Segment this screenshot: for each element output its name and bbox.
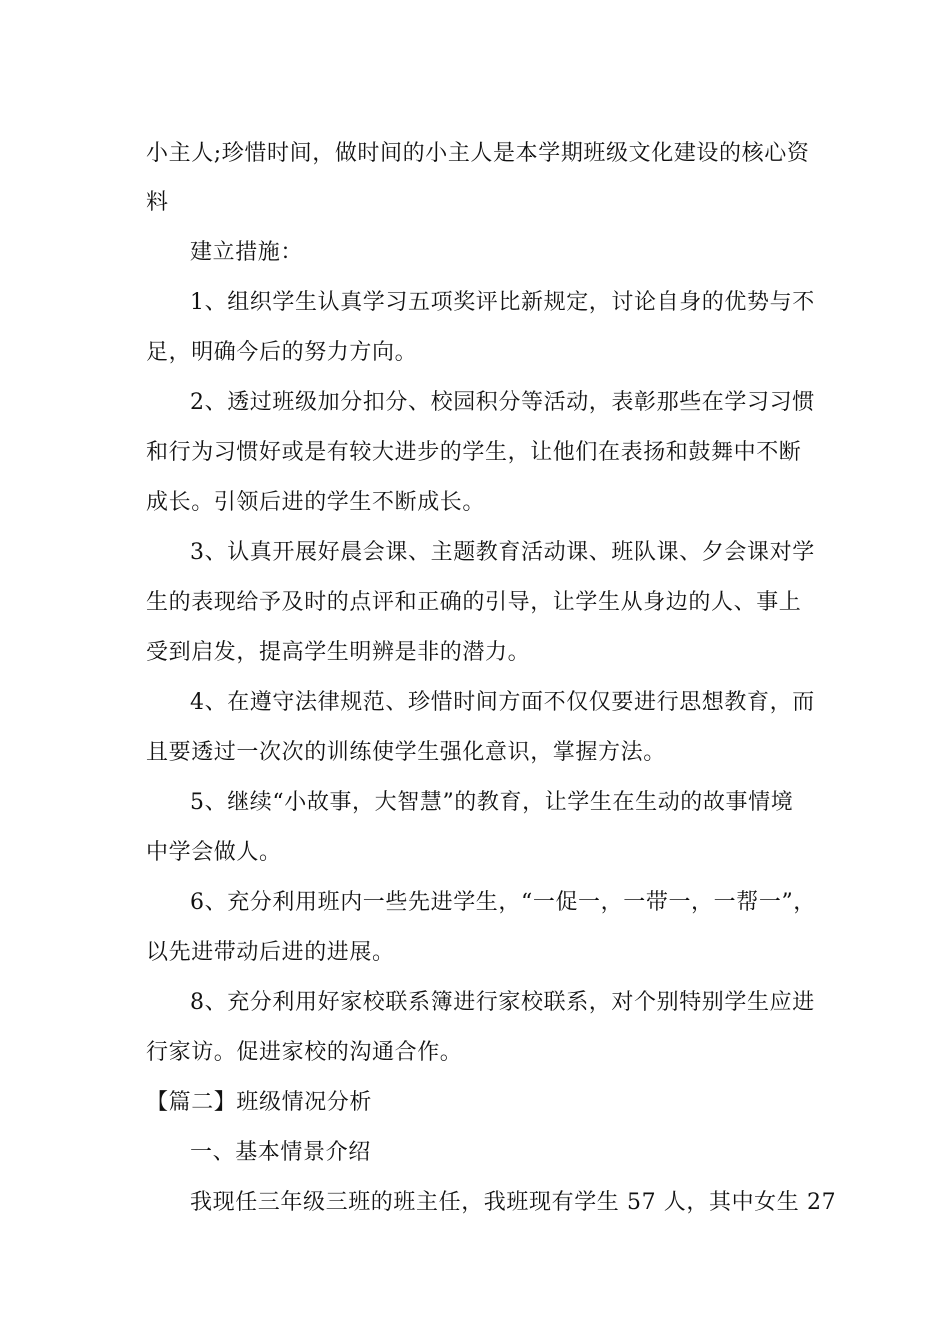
list-item-2-line-3: 成长。引领后进的学生不断成长。 bbox=[146, 490, 486, 515]
list-item-4-line-1: 4、在遵守法律规范、珍惜时间方面不仅仅要进行思想教育，而 bbox=[190, 690, 815, 715]
list-item-8-line-1: 8、充分利用好家校联系簿进行家校联系，对个别特别学生应进 bbox=[190, 990, 815, 1015]
list-item-3-line-3: 受到启发，提高学生明辨是非的潜力。 bbox=[146, 640, 531, 665]
section-label-measures: 建立措施： bbox=[190, 240, 304, 265]
list-item-3-line-2: 生的表现给予及时的点评和正确的引导，让学生从身边的人、事上 bbox=[146, 590, 802, 615]
list-item-2-line-2: 和行为习惯好或是有较大进步的学生，让他们在表扬和鼓舞中不断 bbox=[146, 440, 802, 465]
list-item-8-line-2: 行家访。促进家校的沟通合作。 bbox=[146, 1040, 463, 1065]
paragraph-class-intro-line-1: 我现任三年级三班的班主任，我班现有学生 57 人，其中女生 27 bbox=[190, 1190, 837, 1215]
list-item-4-line-2: 且要透过一次次的训练使学生强化意识，掌握方法。 bbox=[146, 740, 666, 765]
list-item-5-line-1: 5、继续“小故事，大智慧”的教育，让学生在生动的故事情境 bbox=[190, 790, 794, 815]
list-item-1-line-1: 1、组织学生认真学习五项奖评比新规定，讨论自身的优势与不 bbox=[190, 290, 815, 315]
list-item-5-line-2: 中学会做人。 bbox=[146, 840, 282, 865]
list-item-6-line-2: 以先进带动后进的进展。 bbox=[146, 940, 395, 965]
list-item-2-line-1: 2、透过班级加分扣分、校园积分等活动，表彰那些在学习习惯 bbox=[190, 390, 815, 415]
list-item-3-line-1: 3、认真开展好晨会课、主题教育活动课、班队课、夕会课对学 bbox=[190, 540, 815, 565]
text-line-1: 小主人;珍惜时间，做时间的小主人是本学期班级文化建设的核心资 bbox=[146, 141, 810, 166]
text-line-2: 料 bbox=[146, 190, 169, 215]
section-heading-part-two: 【篇二】班级情况分析 bbox=[146, 1090, 373, 1115]
list-item-1-line-2: 足，明确今后的努力方向。 bbox=[146, 340, 418, 365]
subheading-basic-intro: 一、基本情景介绍 bbox=[190, 1140, 371, 1165]
list-item-6-line-1: 6、充分利用班内一些先进学生，“一促一，一带一，一帮一”， bbox=[190, 890, 816, 915]
